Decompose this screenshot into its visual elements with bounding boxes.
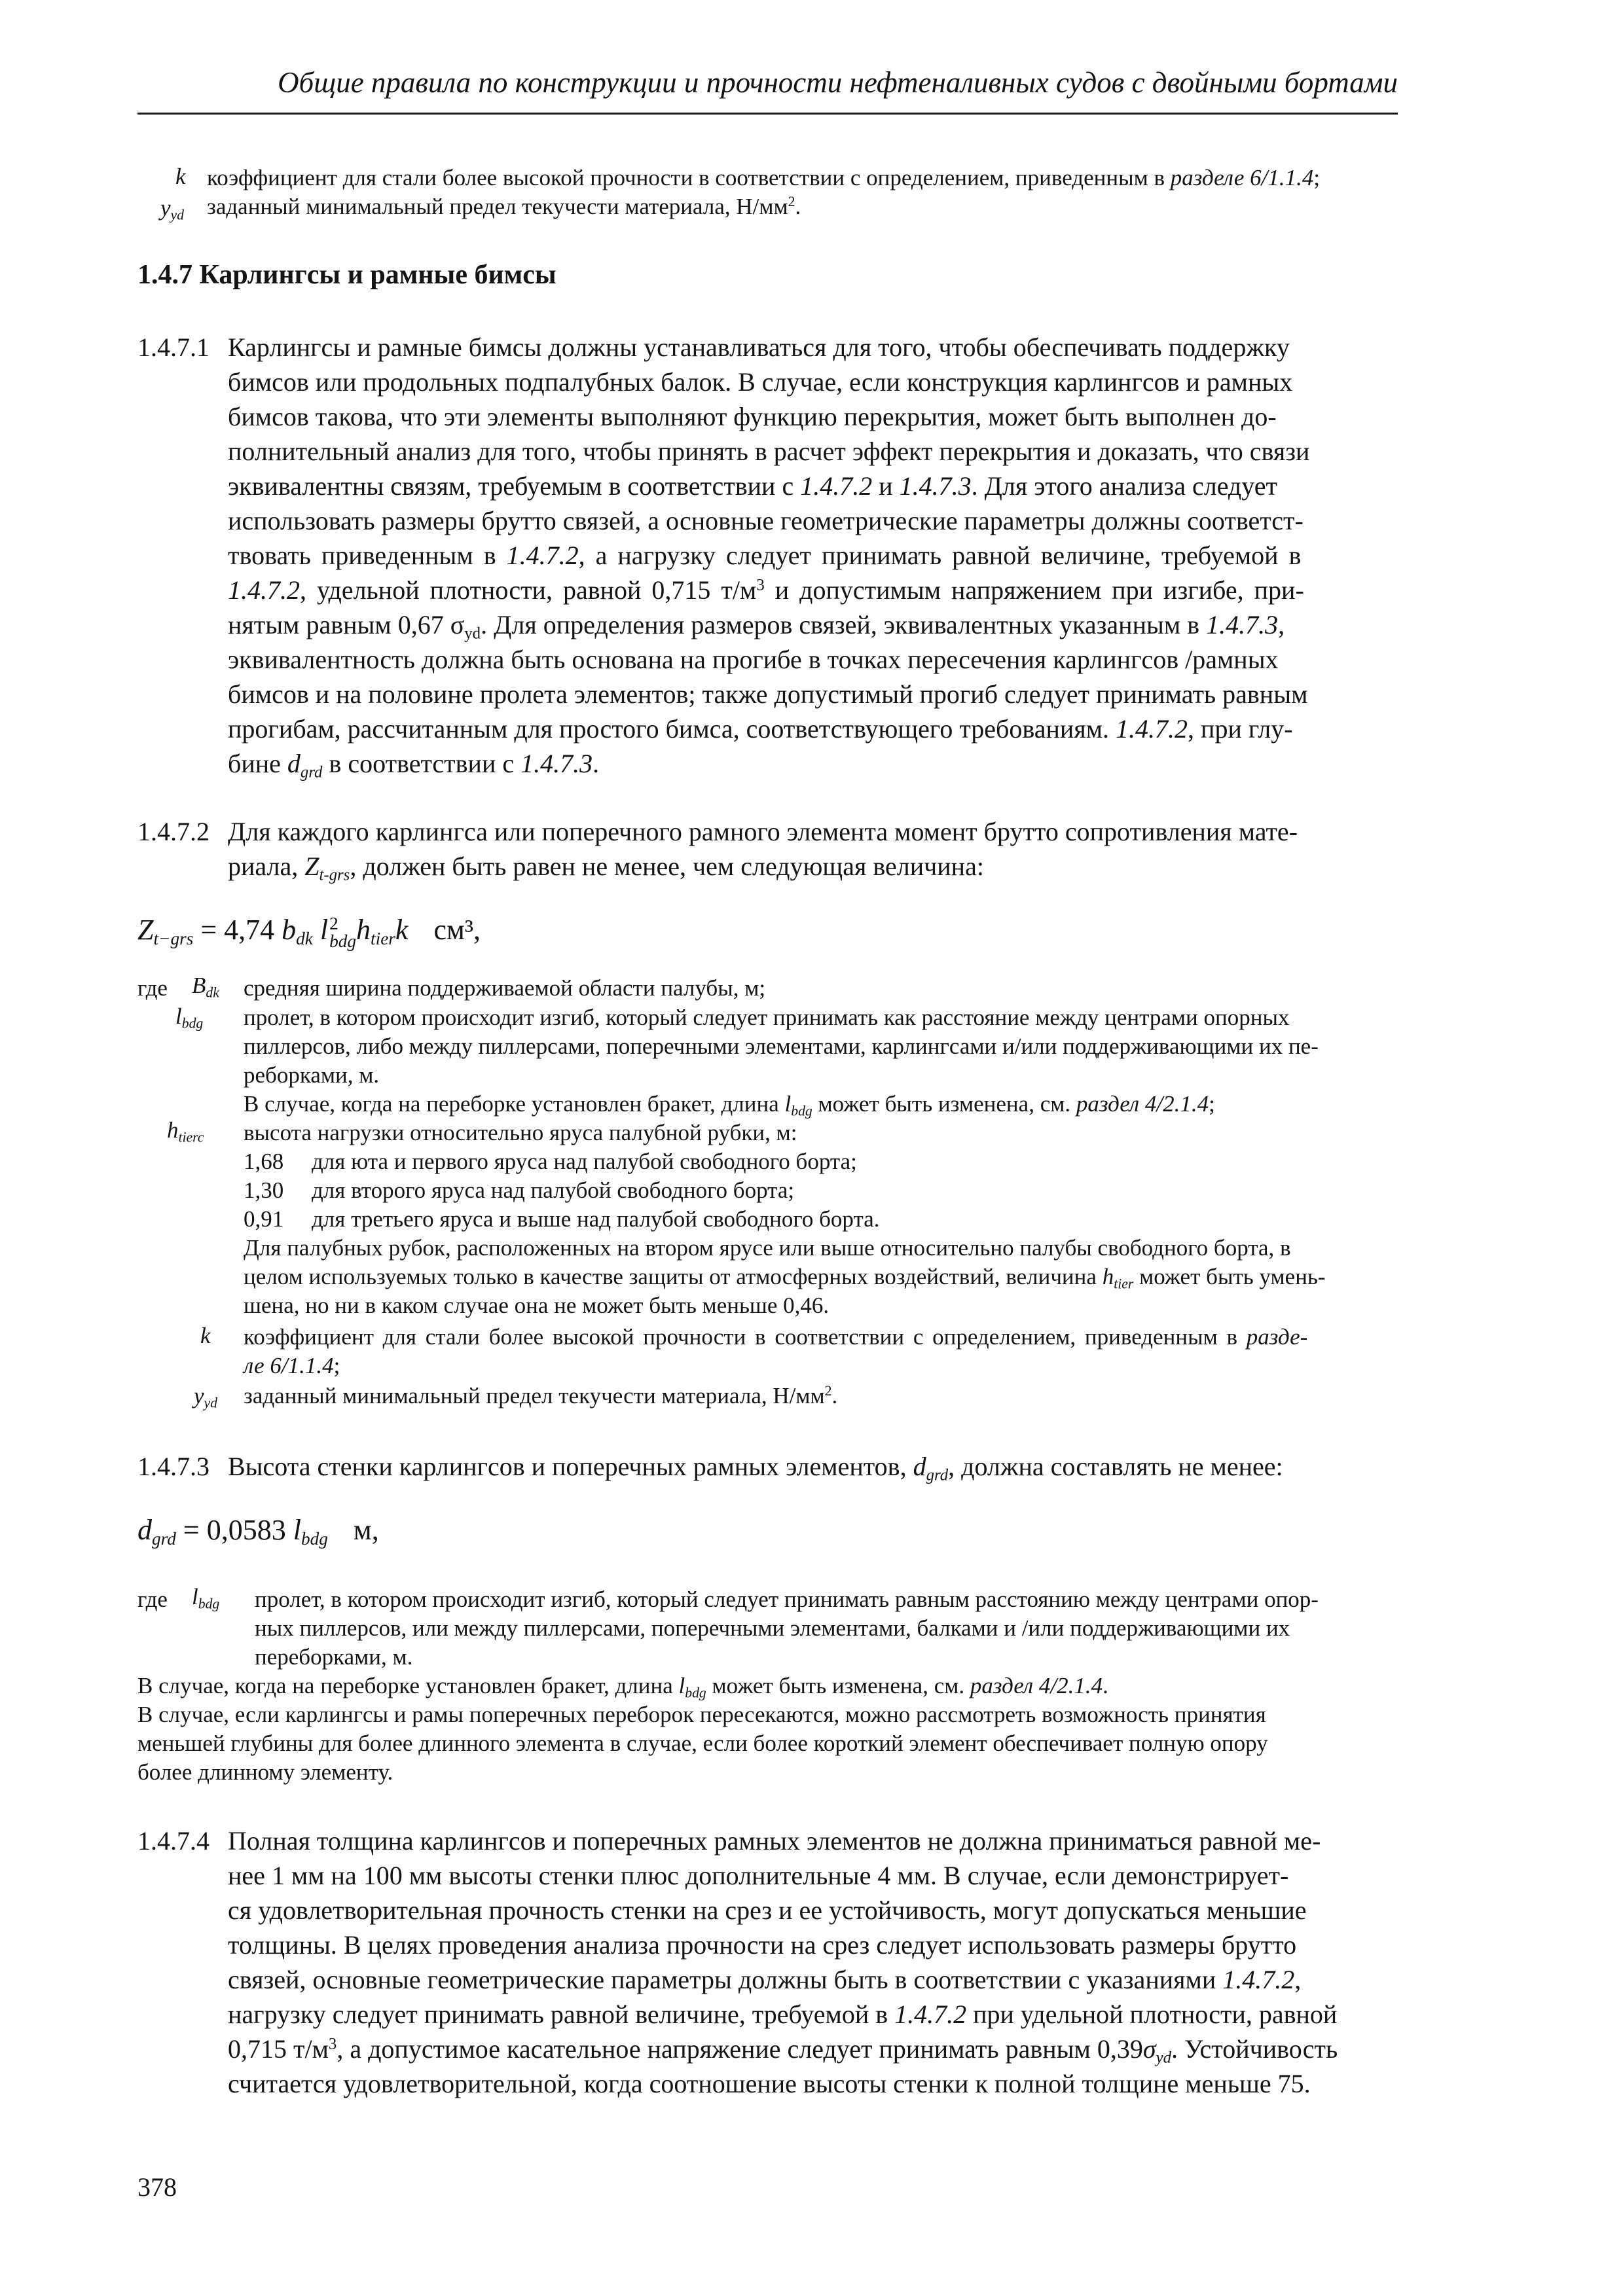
- page-number: 378: [137, 2172, 177, 2202]
- yyd-definition: заданный минимальный предел текучести материала, $Н/мм^2$.: [207, 194, 801, 219]
- clause-number: 1.4.7.3: [137, 1452, 210, 1481]
- header-rule: [137, 113, 1398, 115]
- yyd-symbol: $y_{yd}$: [160, 195, 185, 223]
- section-heading: 1.4.7 Карлингсы и рамные бимсы: [137, 260, 556, 290]
- clause-number: 1.4.7.2: [137, 817, 210, 846]
- clause-number: 1.4.7.4: [137, 1826, 210, 1856]
- section-modulus-formula: $Z_{t-grs} = 4,74$ $b_{dk}$ l 2 bdg $h_{tier}k$ см³,: [137, 913, 481, 951]
- k-definition: коэффициент для стали более высокой прочности в соответствии с определением, приведенным в разделе 6/1.1.4;: [207, 165, 1321, 190]
- running-header: Общие правила по конструкции и прочности нефтеналивных судов с двойными бортами: [278, 66, 1398, 99]
- clause-number: 1.4.7.1: [137, 332, 210, 362]
- k-symbol: k: [175, 164, 186, 189]
- web-depth-formula: $d_{grd} = 0,0583$ $l_{bdg}$ м,: [137, 1514, 379, 1549]
